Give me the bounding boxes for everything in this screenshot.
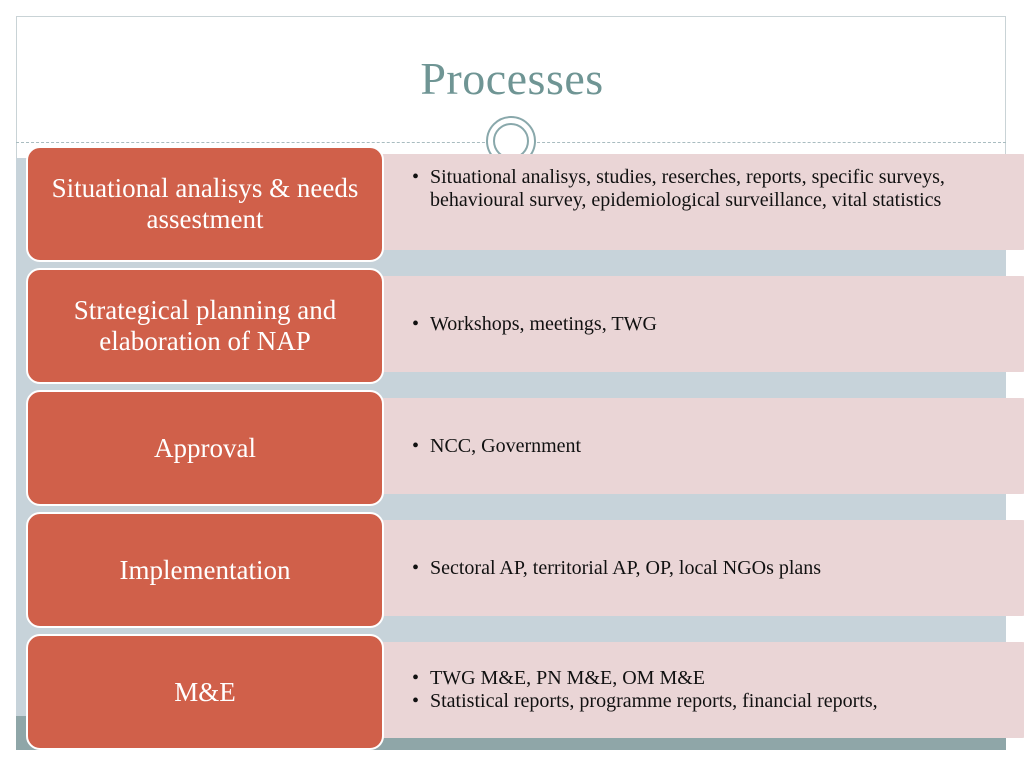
process-bullet: • Sectoral AP, territorial AP, OP, local NGOs plans [412, 557, 821, 580]
process-label: Implementation [26, 512, 384, 628]
process-bullet: • Situational analisys, studies, reserches, reports, specific surveys, behavioural survey, epidemiological surveillance, vital statistics [412, 166, 980, 212]
process-details [360, 520, 1024, 616]
process-details [360, 276, 1024, 372]
process-details [360, 154, 1024, 250]
process-bullet: • Workshops, meetings, TWG [412, 313, 657, 336]
process-row-m-and-e [0, 634, 1024, 750]
process-row-implementation [0, 512, 1024, 628]
process-details [360, 642, 1024, 738]
process-row-strategical-planning [0, 268, 1024, 384]
slide-title: Processes [420, 53, 604, 104]
process-bullet: • TWG M&E, PN M&E, OM M&E [412, 667, 878, 690]
process-bullet: • NCC, Government [412, 435, 581, 458]
process-label: Approval [26, 390, 384, 506]
process-row-approval [0, 390, 1024, 506]
process-details [360, 398, 1024, 494]
process-label: M&E [26, 634, 384, 750]
process-label: Situational analisys & needs assestment [26, 146, 384, 262]
process-row-situational-analysis [0, 146, 1024, 262]
process-label: Strategical planning and elaboration of NAP [26, 268, 384, 384]
process-bullet: • Statistical reports, programme reports, financial reports, [412, 690, 878, 713]
